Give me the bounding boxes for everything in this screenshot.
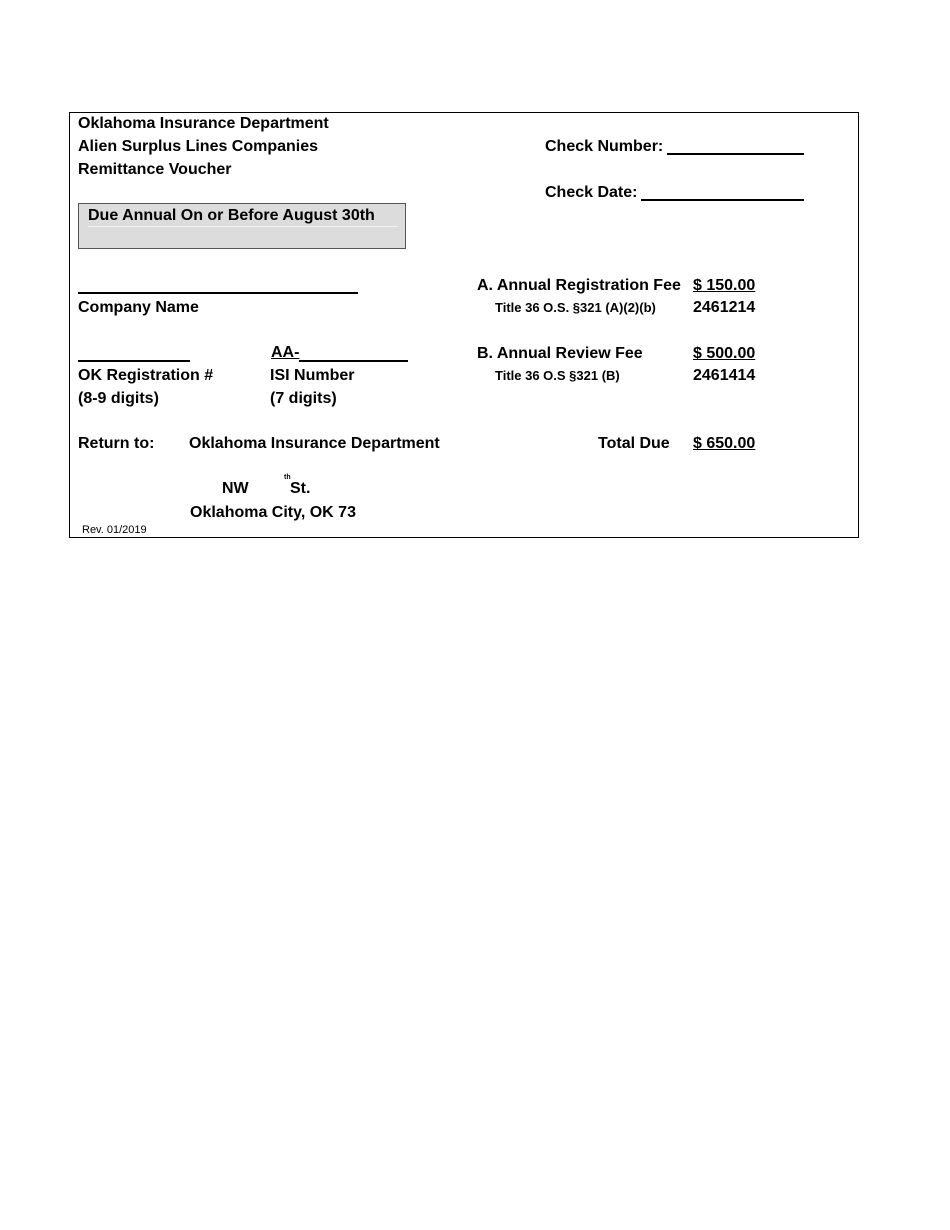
revision-note: Rev. 01/2019	[82, 524, 147, 536]
return-street-type: St.	[290, 480, 311, 497]
fee-b-code: 2461414	[693, 367, 756, 384]
fee-a-code: 2461214	[693, 299, 756, 316]
fee-a-amount: $ 150.00	[693, 277, 756, 294]
return-city-line: Oklahoma City, OK 73	[190, 504, 356, 521]
due-notice-rule	[88, 226, 398, 227]
fee-a-statute: Title 36 O.S. §321 (A)(2)(b)	[495, 300, 656, 315]
check-number-field[interactable]	[667, 153, 804, 155]
return-street-ordinal: th	[284, 474, 291, 481]
fee-a-label: A. Annual Registration Fee	[477, 277, 681, 294]
isi-number-digits: (7 digits)	[270, 390, 337, 407]
ok-registration-label: OK Registration #	[78, 367, 214, 384]
fee-b-statute: Title 36 O.S §321 (B)	[495, 368, 620, 383]
company-name-field[interactable]	[78, 292, 358, 294]
program-name: Alien Surplus Lines Companies	[78, 138, 319, 155]
isi-number-field[interactable]	[299, 360, 408, 362]
total-due-label: Total Due	[598, 435, 670, 452]
total-due-amount: $ 650.00	[693, 435, 756, 452]
ok-registration-field[interactable]	[78, 360, 190, 362]
due-notice-text: Due Annual On or Before August 30th	[88, 207, 375, 224]
check-number-label: Check Number:	[545, 138, 664, 155]
department-name: Oklahoma Insurance Department	[78, 115, 329, 132]
form-title: Remittance Voucher	[78, 161, 232, 178]
isi-prefix: AA-	[271, 344, 300, 361]
check-date-label: Check Date:	[545, 184, 638, 201]
check-date-field[interactable]	[641, 199, 804, 201]
return-department: Oklahoma Insurance Department	[189, 435, 440, 452]
return-street-direction: NW	[222, 480, 249, 497]
ok-registration-digits: (8-9 digits)	[78, 390, 159, 407]
return-to-label: Return to:	[78, 435, 155, 452]
fee-b-amount: $ 500.00	[693, 345, 756, 362]
company-name-label: Company Name	[78, 299, 199, 316]
due-notice-box	[78, 203, 406, 249]
isi-number-label: ISI Number	[270, 367, 355, 384]
fee-b-label: B. Annual Review Fee	[477, 345, 643, 362]
